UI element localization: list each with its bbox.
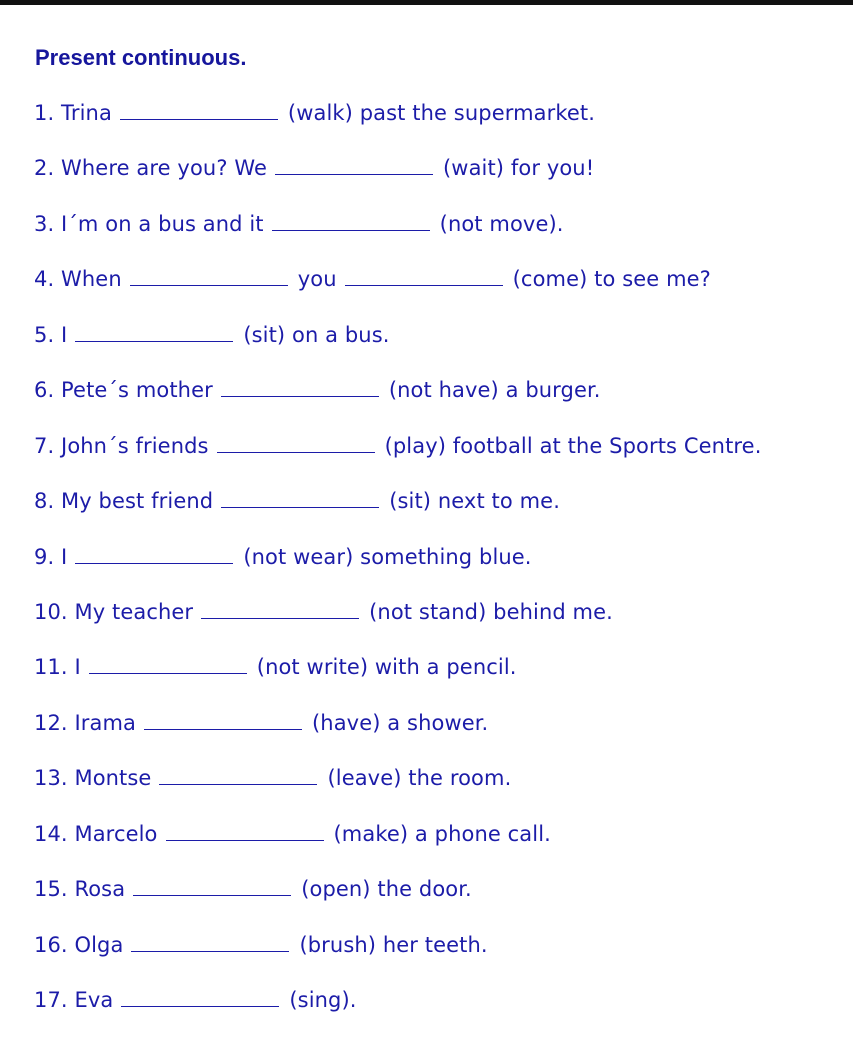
exercise-number: 13.: [34, 766, 68, 791]
exercise-item: [34, 375, 761, 430]
exercise-text: (sit) on a bus.: [243, 322, 390, 347]
answer-blank[interactable]: [201, 598, 359, 619]
exercise-text: (have) a shower.: [312, 710, 489, 735]
answer-blank[interactable]: [144, 709, 302, 730]
answer-blank[interactable]: [221, 487, 379, 508]
exercise-number: 1.: [34, 101, 55, 125]
exercise-number: 2.: [34, 156, 55, 181]
answer-blank[interactable]: [133, 875, 291, 896]
exercise-text: (come) to see me?: [512, 267, 711, 292]
exercise-number: 11.: [34, 655, 68, 680]
exercise-number: 7.: [34, 433, 55, 458]
exercise-text: (not move).: [439, 211, 564, 236]
exercise-item: [34, 930, 761, 985]
exercise-list: [34, 98, 761, 1040]
exercise-item: [34, 708, 761, 763]
exercise-text: John´s friends: [61, 433, 209, 458]
answer-blank[interactable]: [131, 931, 289, 952]
exercise-number: 12.: [34, 710, 68, 735]
answer-blank[interactable]: [159, 764, 317, 785]
exercise-text: When: [61, 267, 122, 292]
exercise-number: 15.: [34, 877, 68, 902]
exercise-text: My teacher: [74, 599, 194, 624]
top-border: [0, 0, 853, 5]
exercise-item: [34, 652, 761, 707]
exercise-number: 16.: [34, 932, 68, 957]
answer-blank[interactable]: [120, 99, 278, 120]
exercise-number: 5.: [34, 322, 55, 347]
exercise-text: (sing).: [289, 988, 357, 1012]
exercise-item: [34, 98, 761, 153]
exercise-text: I: [61, 322, 68, 347]
exercise-number: 14.: [34, 821, 68, 846]
exercise-number: 4.: [34, 267, 55, 292]
answer-blank[interactable]: [89, 653, 247, 674]
exercise-text: Rosa: [74, 877, 126, 902]
exercise-item: [34, 486, 761, 541]
exercise-text: I: [61, 544, 68, 569]
exercise-text: (leave) the room.: [327, 766, 512, 791]
exercise-text: (brush) her teeth.: [299, 932, 488, 957]
exercise-item: [34, 874, 761, 929]
exercise-item: [34, 153, 761, 208]
answer-blank[interactable]: [75, 543, 233, 564]
exercise-number: 10.: [34, 599, 68, 624]
answer-blank[interactable]: [166, 820, 324, 841]
worksheet-title: Present continuous.: [35, 45, 247, 70]
exercise-text: (sit) next to me.: [389, 489, 560, 514]
exercise-text: My best friend: [61, 489, 214, 514]
exercise-text: I: [74, 655, 81, 680]
answer-blank[interactable]: [275, 154, 433, 175]
exercise-item: [34, 819, 761, 874]
exercise-text: (make) a phone call.: [333, 821, 551, 846]
exercise-item: [34, 985, 761, 1040]
exercise-item: [34, 597, 761, 652]
exercise-text: Irama: [74, 710, 137, 735]
exercise-item: [34, 431, 761, 486]
exercise-number: 3.: [34, 211, 55, 236]
exercise-text: Montse: [74, 766, 152, 791]
exercise-number: 17.: [34, 988, 68, 1012]
exercise-text: (not wear) something blue.: [243, 544, 532, 569]
exercise-text: Marcelo: [74, 821, 158, 846]
exercise-text: Where are you? We: [61, 156, 267, 181]
exercise-item: [34, 763, 761, 818]
exercise-text: I´m on a bus and it: [61, 211, 264, 236]
exercise-text: you: [297, 267, 337, 292]
exercise-text: Pete´s mother: [61, 378, 213, 403]
exercise-item: [34, 264, 761, 319]
answer-blank[interactable]: [221, 376, 379, 397]
answer-blank[interactable]: [272, 210, 430, 231]
exercise-text: (walk) past the supermarket.: [287, 101, 595, 125]
answer-blank[interactable]: [121, 986, 279, 1007]
exercise-text: Trina: [61, 101, 112, 125]
exercise-text: (wait) for you!: [443, 156, 595, 181]
exercise-item: [34, 320, 761, 375]
exercise-text: Eva: [74, 988, 114, 1012]
exercise-number: 8.: [34, 489, 55, 514]
answer-blank[interactable]: [217, 432, 375, 453]
exercise-text: Olga: [74, 932, 124, 957]
exercise-number: 6.: [34, 378, 55, 403]
answer-blank[interactable]: [75, 321, 233, 342]
exercise-item: [34, 209, 761, 264]
exercise-text: (play) football at the Sports Centre.: [384, 433, 762, 458]
exercise-number: 9.: [34, 544, 55, 569]
exercise-item: [34, 542, 761, 597]
exercise-text: (not have) a burger.: [388, 378, 601, 403]
answer-blank[interactable]: [345, 265, 503, 286]
exercise-text: (not stand) behind me.: [369, 599, 613, 624]
exercise-text: (not write) with a pencil.: [256, 655, 517, 680]
exercise-text: (open) the door.: [301, 877, 472, 902]
answer-blank[interactable]: [130, 265, 288, 286]
